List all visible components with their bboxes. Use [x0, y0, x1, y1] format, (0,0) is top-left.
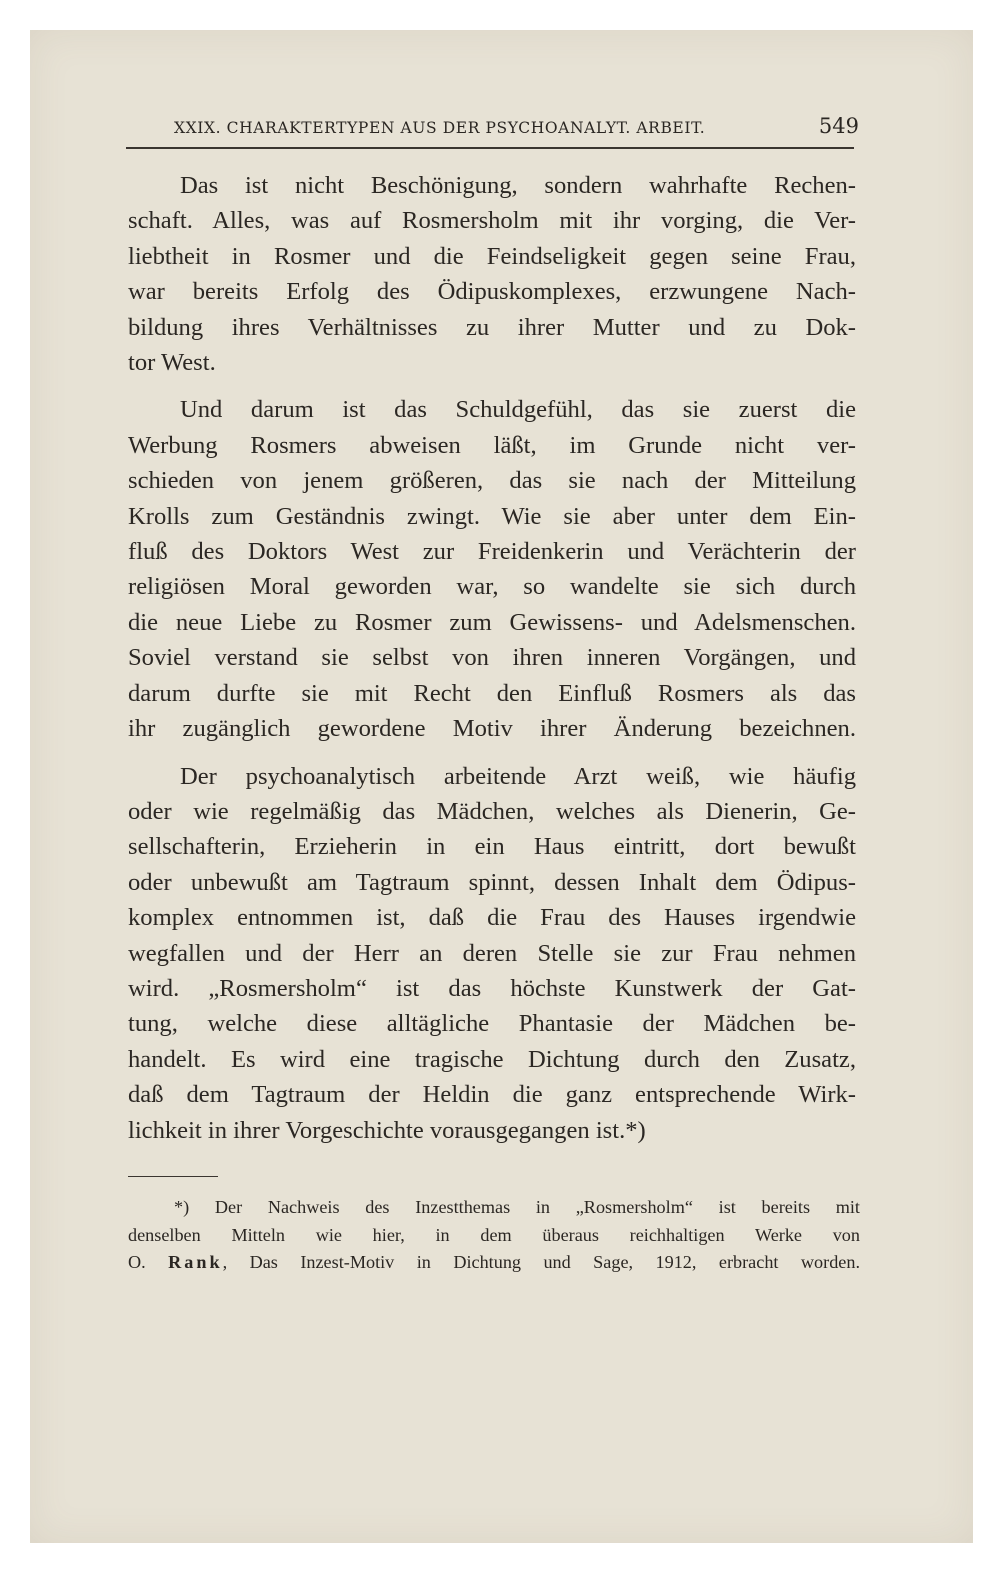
text-line: Soviel verstand sie selbst von ihren inneren Vorgängen, und	[128, 644, 856, 672]
footnote-rule	[128, 1176, 218, 1177]
text-line: war bereits Erfolg des Ödipuskomplexes, erzwungene Nach-	[128, 278, 856, 306]
footnote	[128, 1194, 860, 1277]
text-line: sellschafterin, Erzieherin in ein Haus eintritt, dort bewußt	[128, 833, 856, 861]
text-line: fluß des Doktors West zur Freidenkerin und Verächterin der	[128, 538, 856, 566]
text-line: ihr zugänglich gewordene Motiv ihrer Änderung bezeichnen.	[128, 715, 856, 743]
page-number: 549	[818, 114, 859, 138]
text-line: darum durfte sie mit Recht den Einfluß Rosmers als das	[128, 679, 856, 707]
text-line: komplex entnommen ist, daß die Frau des Hauses irgendwie	[128, 904, 856, 932]
header-rule	[126, 147, 854, 149]
text-line: wegfallen und der Herr an deren Stelle sie zur Frau nehmen	[128, 939, 856, 967]
running-header	[126, 114, 859, 144]
footnote-line: *) Der Nachweis des Inzestthemas in „Rosmersholm“ ist bereits mit	[174, 1197, 860, 1217]
running-header-title: XXIX. CHARAKTERTYPEN AUS DER PSYCHOANALYT. ARBEIT.	[174, 119, 706, 137]
text-line: bildung ihres Verhältnisses zu ihrer Mutter und zu Dok-	[128, 313, 856, 341]
text-line: liebtheit in Rosmer und die Feindseligkeit gegen seine Frau,	[128, 242, 856, 270]
text-line: tor West.	[128, 349, 216, 377]
text-line: die neue Liebe zu Rosmer zum Gewissens- und Adelsmenschen.	[128, 608, 856, 636]
footnote-line	[128, 1249, 860, 1277]
text-line: oder wie regelmäßig das Mädchen, welches als Dienerin, Ge-	[128, 797, 856, 825]
footnote-line: denselben Mitteln wie hier, in dem überaus reichhaltigen Werke von	[128, 1224, 860, 1245]
text-line: schaft. Alles, was auf Rosmersholm mit ihr vorging, die Ver-	[128, 207, 856, 235]
text-line: Und darum ist das Schuldgefühl, das sie zuerst die	[180, 396, 856, 424]
footnote-author: Rank	[168, 1252, 223, 1272]
text-line: tung, welche diese alltägliche Phantasie der Mädchen be-	[128, 1010, 856, 1038]
text-line: Krolls zum Geständnis zwingt. Wie sie aber unter dem Ein-	[128, 502, 856, 530]
text-line: Das ist nicht Beschönigung, sondern wahrhafte Rechen-	[180, 172, 856, 199]
paragraph-2	[128, 392, 856, 746]
footnote-prefix: O.	[128, 1252, 169, 1272]
text-line: Der psychoanalytisch arbeitende Arzt weiß, wie häufig	[180, 762, 856, 790]
paragraph-3	[128, 759, 856, 1148]
text-line: Werbung Rosmers abweisen läßt, im Grunde nicht ver-	[128, 431, 856, 459]
text-line: religiösen Moral geworden war, so wandelte sie sich durch	[128, 573, 856, 601]
footnote-citation: , Das Inzest-Motiv in Dichtung und Sage, 1912, erbracht worden.	[222, 1252, 860, 1272]
text-line: oder unbewußt am Tagtraum spinnt, dessen Inhalt dem Ödipus-	[128, 868, 856, 896]
paragraph-1	[128, 168, 856, 380]
text-line: handelt. Es wird eine tragische Dichtung durch den Zusatz,	[128, 1045, 856, 1073]
text-line: wird. „Rosmersholm“ ist das höchste Kunstwerk der Gat-	[128, 974, 856, 1002]
text-line: schieden von jenem größeren, das sie nach der Mitteilung	[128, 467, 856, 495]
body-text	[128, 168, 856, 1148]
text-line: lichkeit in ihrer Vorgeschichte vorausgegangen ist.*)	[128, 1116, 646, 1144]
text-line: daß dem Tagtraum der Heldin die ganz entsprechende Wirk-	[128, 1081, 856, 1109]
